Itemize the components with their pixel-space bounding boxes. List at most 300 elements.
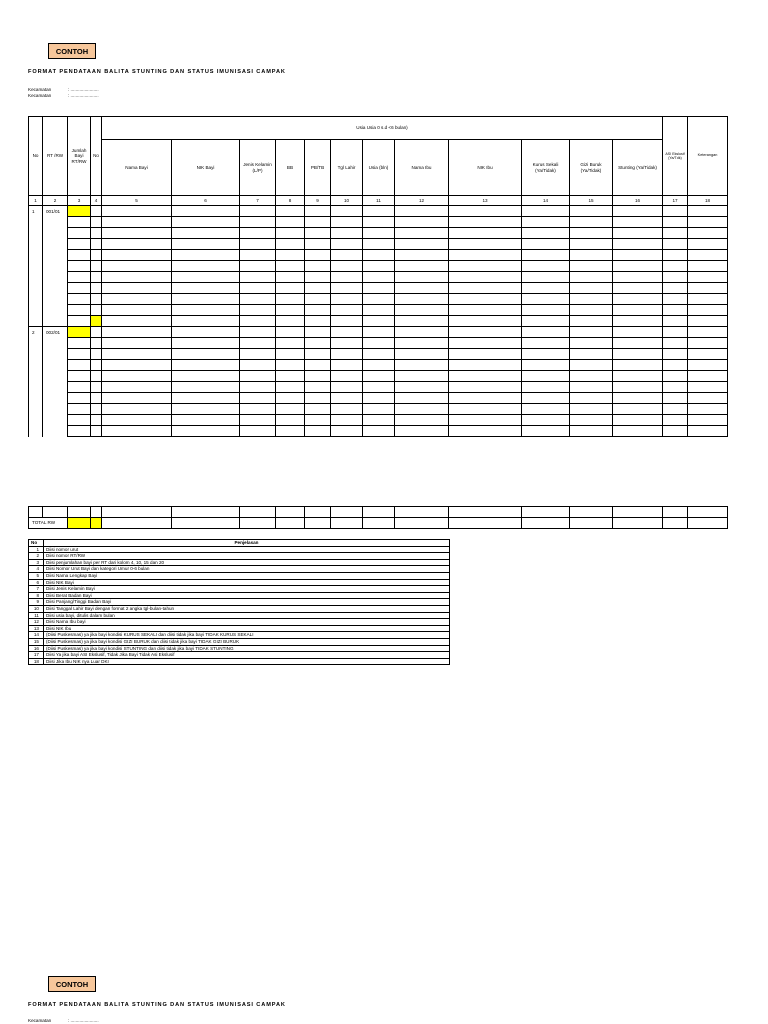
table-cell[interactable] (172, 250, 240, 261)
table-cell[interactable] (276, 283, 305, 294)
table-cell[interactable] (43, 404, 68, 415)
table-cell[interactable] (240, 283, 276, 294)
table-cell[interactable] (305, 305, 331, 316)
table-cell[interactable] (522, 316, 570, 327)
table-cell[interactable] (91, 217, 102, 228)
table-cell[interactable] (522, 415, 570, 426)
table-cell[interactable] (276, 294, 305, 305)
table-cell[interactable] (613, 349, 663, 360)
table-cell[interactable] (68, 404, 91, 415)
table-cell[interactable] (331, 294, 363, 305)
table-cell[interactable] (102, 239, 172, 250)
table-cell[interactable] (172, 283, 240, 294)
total-cell[interactable] (172, 518, 240, 529)
table-cell[interactable] (305, 316, 331, 327)
total-cell[interactable] (570, 518, 613, 529)
table-cell[interactable] (663, 261, 688, 272)
table-cell[interactable] (276, 426, 305, 437)
table-cell[interactable] (395, 272, 449, 283)
table-cell[interactable] (305, 338, 331, 349)
table-cell[interactable] (613, 327, 663, 338)
table-cell[interactable] (91, 426, 102, 437)
table-cell[interactable] (172, 294, 240, 305)
table-cell[interactable] (240, 206, 276, 217)
table-cell[interactable] (363, 360, 395, 371)
table-cell[interactable] (570, 217, 613, 228)
table-cell[interactable] (102, 261, 172, 272)
table-cell[interactable] (43, 272, 68, 283)
table-cell[interactable] (68, 250, 91, 261)
table-cell[interactable] (363, 283, 395, 294)
table-cell[interactable] (663, 371, 688, 382)
total-cell[interactable] (613, 518, 663, 529)
table-cell[interactable] (395, 371, 449, 382)
table-cell[interactable] (172, 404, 240, 415)
table-cell[interactable] (688, 349, 728, 360)
table-cell[interactable] (68, 338, 91, 349)
table-cell[interactable] (331, 206, 363, 217)
table-cell[interactable] (276, 327, 305, 338)
table-cell[interactable] (91, 294, 102, 305)
table-cell[interactable] (363, 507, 395, 518)
table-cell[interactable] (613, 360, 663, 371)
table-cell[interactable] (688, 283, 728, 294)
table-cell[interactable] (29, 382, 43, 393)
table-cell[interactable] (43, 349, 68, 360)
table-cell[interactable] (305, 360, 331, 371)
table-cell[interactable] (276, 349, 305, 360)
table-cell[interactable] (395, 327, 449, 338)
table-cell[interactable] (276, 382, 305, 393)
table-cell[interactable] (43, 294, 68, 305)
table-cell[interactable] (363, 261, 395, 272)
table-cell[interactable] (68, 382, 91, 393)
table-cell[interactable] (688, 426, 728, 437)
table-cell[interactable] (449, 206, 522, 217)
table-cell[interactable] (363, 217, 395, 228)
table-cell[interactable] (305, 415, 331, 426)
table-cell[interactable] (102, 393, 172, 404)
table-cell[interactable] (688, 360, 728, 371)
table-cell[interactable] (663, 426, 688, 437)
table-cell[interactable] (395, 283, 449, 294)
table-cell[interactable] (613, 393, 663, 404)
table-cell[interactable] (331, 217, 363, 228)
table-cell[interactable] (613, 272, 663, 283)
table-cell[interactable] (613, 415, 663, 426)
table-cell[interactable] (276, 316, 305, 327)
table-cell[interactable] (449, 415, 522, 426)
table-cell[interactable] (29, 261, 43, 272)
total-cell[interactable] (449, 518, 522, 529)
table-cell[interactable] (688, 294, 728, 305)
table-cell[interactable] (172, 327, 240, 338)
table-cell[interactable] (363, 426, 395, 437)
table-cell[interactable] (395, 239, 449, 250)
table-cell[interactable] (395, 294, 449, 305)
group-rt-rw[interactable]: 002/01 (43, 327, 68, 338)
table-cell[interactable] (91, 305, 102, 316)
table-cell[interactable] (688, 371, 728, 382)
table-cell[interactable] (688, 217, 728, 228)
table-cell[interactable] (29, 239, 43, 250)
table-cell[interactable] (663, 507, 688, 518)
table-cell[interactable] (688, 507, 728, 518)
table-cell[interactable] (305, 239, 331, 250)
table-cell[interactable] (305, 250, 331, 261)
table-cell[interactable] (43, 261, 68, 272)
total-cell[interactable] (363, 518, 395, 529)
table-cell[interactable] (688, 415, 728, 426)
table-cell[interactable] (172, 393, 240, 404)
table-cell[interactable] (305, 272, 331, 283)
table-cell[interactable] (522, 404, 570, 415)
table-cell[interactable] (43, 360, 68, 371)
table-cell[interactable] (43, 382, 68, 393)
table-cell[interactable] (663, 393, 688, 404)
table-cell[interactable] (305, 327, 331, 338)
table-cell[interactable] (305, 382, 331, 393)
table-cell[interactable] (68, 507, 91, 518)
table-cell[interactable] (91, 206, 102, 217)
table-cell[interactable] (91, 404, 102, 415)
table-cell[interactable] (331, 272, 363, 283)
table-cell[interactable] (102, 206, 172, 217)
total-cell[interactable] (91, 518, 102, 529)
table-cell[interactable] (570, 349, 613, 360)
table-cell[interactable] (102, 294, 172, 305)
table-cell[interactable] (449, 294, 522, 305)
table-cell[interactable] (276, 239, 305, 250)
table-cell[interactable] (43, 371, 68, 382)
table-cell[interactable] (449, 393, 522, 404)
table-cell[interactable] (663, 250, 688, 261)
table-cell[interactable] (331, 360, 363, 371)
table-cell[interactable] (331, 316, 363, 327)
table-cell[interactable] (570, 371, 613, 382)
table-cell[interactable] (395, 415, 449, 426)
table-cell[interactable] (102, 228, 172, 239)
table-cell[interactable] (613, 426, 663, 437)
total-cell[interactable] (240, 518, 276, 529)
table-cell[interactable] (363, 338, 395, 349)
table-cell[interactable] (276, 217, 305, 228)
table-cell[interactable] (29, 217, 43, 228)
table-cell[interactable] (663, 228, 688, 239)
table-cell[interactable] (522, 338, 570, 349)
table-cell[interactable] (395, 228, 449, 239)
table-cell[interactable] (240, 404, 276, 415)
table-cell[interactable] (663, 382, 688, 393)
table-cell[interactable] (240, 316, 276, 327)
table-cell[interactable] (172, 507, 240, 518)
table-cell[interactable] (688, 338, 728, 349)
table-cell[interactable] (240, 360, 276, 371)
table-cell[interactable] (305, 261, 331, 272)
table-cell[interactable] (688, 404, 728, 415)
table-cell[interactable] (688, 305, 728, 316)
table-cell[interactable] (240, 371, 276, 382)
table-cell[interactable] (570, 283, 613, 294)
table-cell[interactable] (102, 316, 172, 327)
table-cell[interactable] (570, 393, 613, 404)
table-cell[interactable] (276, 404, 305, 415)
table-cell[interactable] (363, 228, 395, 239)
table-cell[interactable] (102, 349, 172, 360)
table-cell[interactable] (331, 327, 363, 338)
table-cell[interactable] (449, 316, 522, 327)
table-cell[interactable] (172, 261, 240, 272)
table-cell[interactable] (613, 250, 663, 261)
table-cell[interactable] (240, 327, 276, 338)
table-cell[interactable] (570, 294, 613, 305)
table-cell[interactable] (91, 360, 102, 371)
table-cell[interactable] (29, 316, 43, 327)
table-cell[interactable] (276, 206, 305, 217)
table-cell[interactable] (68, 360, 91, 371)
table-cell[interactable] (91, 382, 102, 393)
table-cell[interactable] (663, 404, 688, 415)
table-cell[interactable] (395, 261, 449, 272)
table-cell[interactable] (331, 228, 363, 239)
table-cell[interactable] (613, 283, 663, 294)
table-cell[interactable] (68, 393, 91, 404)
table-cell[interactable] (449, 426, 522, 437)
table-cell[interactable] (363, 294, 395, 305)
table-cell[interactable] (331, 382, 363, 393)
table-cell[interactable] (240, 294, 276, 305)
table-cell[interactable] (172, 272, 240, 283)
table-cell[interactable] (91, 272, 102, 283)
highlight-cell[interactable] (91, 316, 102, 327)
table-cell[interactable] (91, 371, 102, 382)
total-cell[interactable] (68, 518, 91, 529)
table-cell[interactable] (68, 316, 91, 327)
table-cell[interactable] (43, 283, 68, 294)
table-cell[interactable] (43, 305, 68, 316)
group-no[interactable]: 2 (29, 327, 43, 338)
table-cell[interactable] (522, 393, 570, 404)
table-cell[interactable] (449, 283, 522, 294)
group-no[interactable]: 1 (29, 206, 43, 217)
table-cell[interactable] (570, 228, 613, 239)
table-cell[interactable] (522, 217, 570, 228)
table-cell[interactable] (688, 316, 728, 327)
table-cell[interactable] (240, 507, 276, 518)
table-cell[interactable] (449, 327, 522, 338)
table-cell[interactable] (522, 371, 570, 382)
jumlah-bayi-cell[interactable] (68, 206, 91, 217)
table-cell[interactable] (276, 415, 305, 426)
total-cell[interactable] (276, 518, 305, 529)
table-cell[interactable] (570, 382, 613, 393)
table-cell[interactable] (663, 349, 688, 360)
table-cell[interactable] (570, 316, 613, 327)
table-cell[interactable] (395, 250, 449, 261)
table-cell[interactable] (29, 507, 43, 518)
table-cell[interactable] (363, 349, 395, 360)
table-cell[interactable] (363, 382, 395, 393)
table-cell[interactable] (613, 404, 663, 415)
table-cell[interactable] (449, 250, 522, 261)
table-cell[interactable] (276, 261, 305, 272)
table-cell[interactable] (29, 393, 43, 404)
table-cell[interactable] (522, 360, 570, 371)
table-cell[interactable] (449, 382, 522, 393)
table-cell[interactable] (395, 404, 449, 415)
table-cell[interactable] (29, 404, 43, 415)
table-cell[interactable] (570, 426, 613, 437)
table-cell[interactable] (363, 393, 395, 404)
table-cell[interactable] (276, 228, 305, 239)
table-cell[interactable] (240, 239, 276, 250)
table-cell[interactable] (449, 239, 522, 250)
table-cell[interactable] (688, 228, 728, 239)
total-cell[interactable] (688, 518, 728, 529)
table-cell[interactable] (91, 349, 102, 360)
table-cell[interactable] (688, 239, 728, 250)
table-cell[interactable] (68, 305, 91, 316)
table-cell[interactable] (29, 283, 43, 294)
table-cell[interactable] (449, 305, 522, 316)
table-cell[interactable] (29, 360, 43, 371)
table-cell[interactable] (240, 338, 276, 349)
table-cell[interactable] (102, 415, 172, 426)
table-cell[interactable] (363, 206, 395, 217)
table-cell[interactable] (663, 338, 688, 349)
table-cell[interactable] (395, 426, 449, 437)
table-cell[interactable] (522, 272, 570, 283)
table-cell[interactable] (43, 228, 68, 239)
table-cell[interactable] (29, 415, 43, 426)
table-cell[interactable] (276, 393, 305, 404)
table-cell[interactable] (102, 360, 172, 371)
table-cell[interactable] (331, 305, 363, 316)
table-cell[interactable] (663, 305, 688, 316)
table-cell[interactable] (91, 393, 102, 404)
table-cell[interactable] (240, 261, 276, 272)
table-cell[interactable] (331, 415, 363, 426)
table-cell[interactable] (331, 404, 363, 415)
table-cell[interactable] (29, 349, 43, 360)
table-cell[interactable] (305, 283, 331, 294)
table-cell[interactable] (570, 305, 613, 316)
table-cell[interactable] (240, 415, 276, 426)
table-cell[interactable] (102, 426, 172, 437)
table-cell[interactable] (331, 261, 363, 272)
total-cell[interactable] (663, 518, 688, 529)
table-cell[interactable] (449, 371, 522, 382)
table-cell[interactable] (331, 393, 363, 404)
table-cell[interactable] (522, 305, 570, 316)
table-cell[interactable] (395, 507, 449, 518)
table-cell[interactable] (613, 294, 663, 305)
table-cell[interactable] (276, 338, 305, 349)
table-cell[interactable] (68, 261, 91, 272)
table-cell[interactable] (363, 327, 395, 338)
table-cell[interactable] (663, 415, 688, 426)
jumlah-bayi-cell[interactable] (68, 327, 91, 338)
group-rt-rw[interactable]: 001/01 (43, 206, 68, 217)
table-cell[interactable] (172, 239, 240, 250)
table-cell[interactable] (663, 360, 688, 371)
table-cell[interactable] (522, 349, 570, 360)
total-cell[interactable] (395, 518, 449, 529)
table-cell[interactable] (91, 239, 102, 250)
total-cell[interactable] (305, 518, 331, 529)
table-cell[interactable] (522, 327, 570, 338)
table-cell[interactable] (688, 382, 728, 393)
table-cell[interactable] (305, 206, 331, 217)
table-cell[interactable] (570, 272, 613, 283)
table-cell[interactable] (102, 250, 172, 261)
table-cell[interactable] (570, 415, 613, 426)
table-cell[interactable] (172, 426, 240, 437)
table-cell[interactable] (613, 217, 663, 228)
table-cell[interactable] (240, 426, 276, 437)
table-cell[interactable] (43, 239, 68, 250)
table-cell[interactable] (43, 393, 68, 404)
table-cell[interactable] (613, 507, 663, 518)
table-cell[interactable] (91, 261, 102, 272)
table-cell[interactable] (305, 217, 331, 228)
table-cell[interactable] (240, 217, 276, 228)
table-cell[interactable] (570, 338, 613, 349)
table-cell[interactable] (331, 239, 363, 250)
table-cell[interactable] (570, 250, 613, 261)
table-cell[interactable] (29, 250, 43, 261)
table-cell[interactable] (91, 228, 102, 239)
table-cell[interactable] (522, 261, 570, 272)
table-cell[interactable] (522, 382, 570, 393)
table-cell[interactable] (395, 217, 449, 228)
table-cell[interactable] (102, 371, 172, 382)
table-cell[interactable] (91, 507, 102, 518)
table-cell[interactable] (305, 371, 331, 382)
table-cell[interactable] (363, 239, 395, 250)
table-cell[interactable] (613, 338, 663, 349)
table-cell[interactable] (91, 250, 102, 261)
table-cell[interactable] (570, 327, 613, 338)
table-cell[interactable] (395, 393, 449, 404)
table-cell[interactable] (276, 250, 305, 261)
table-cell[interactable] (102, 283, 172, 294)
table-cell[interactable] (449, 338, 522, 349)
table-cell[interactable] (91, 415, 102, 426)
table-cell[interactable] (240, 228, 276, 239)
table-cell[interactable] (305, 294, 331, 305)
table-cell[interactable] (363, 272, 395, 283)
table-cell[interactable] (449, 228, 522, 239)
table-cell[interactable] (331, 507, 363, 518)
table-cell[interactable] (29, 371, 43, 382)
table-cell[interactable] (240, 250, 276, 261)
table-cell[interactable] (688, 393, 728, 404)
table-cell[interactable] (395, 349, 449, 360)
table-cell[interactable] (102, 217, 172, 228)
table-cell[interactable] (613, 239, 663, 250)
table-cell[interactable] (522, 206, 570, 217)
table-cell[interactable] (613, 316, 663, 327)
table-cell[interactable] (331, 371, 363, 382)
table-cell[interactable] (172, 415, 240, 426)
table-cell[interactable] (240, 349, 276, 360)
table-cell[interactable] (570, 261, 613, 272)
table-cell[interactable] (102, 507, 172, 518)
table-cell[interactable] (663, 239, 688, 250)
table-cell[interactable] (102, 404, 172, 415)
table-cell[interactable] (43, 415, 68, 426)
